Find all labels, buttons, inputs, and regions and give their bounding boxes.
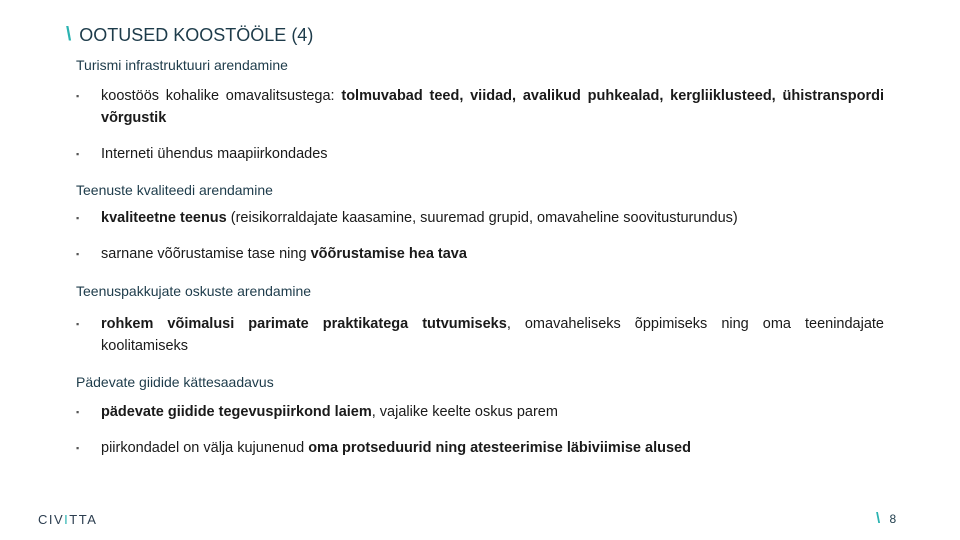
- bullet-2-2: ▪ sarnane võõrustamise tase ning võõrustamise hea tava: [76, 243, 884, 265]
- title-slash-icon: \: [66, 24, 72, 45]
- bullet-icon: ▪: [76, 149, 80, 159]
- bullet-4-1: ▪ pädevate giidide tegevuspiirkond laiem, vajalike keelte oskus parem: [76, 401, 884, 423]
- bullet-icon: ▪: [76, 407, 80, 417]
- title-text: OOTUSED KOOSTÖÖLE (4): [79, 24, 314, 45]
- bullet-3-1: ▪ rohkem võimalusi parimate praktikatega tutvumiseks, omavaheliseks õppimiseks ning oma teenindajate koolitamiseks: [76, 313, 884, 357]
- section-heading-4: Pädevate giidide kättesaadavus: [76, 374, 274, 390]
- section-heading-3: Teenuspakkujate oskuste arendamine: [76, 283, 312, 299]
- bullet-1-1: ▪ koostöös kohalike omavalitsustega: tolmuvabad teed, viidad, avalikud puhkealad, kergliiklusteed, ühistranspordi võrgustik: [76, 85, 884, 129]
- section-heading-2: Teenuste kvaliteedi arendamine: [76, 182, 273, 198]
- page-slash-icon: \: [876, 510, 881, 527]
- bullet-icon: ▪: [76, 249, 80, 259]
- page-number-value: 8: [889, 512, 897, 526]
- bullet-2-1: ▪ kvaliteetne teenus (reisikorraldajate kaasamine, suuremad grupid, omavaheline soovitusturundus): [76, 207, 884, 229]
- bullet-icon: ▪: [76, 319, 80, 329]
- bullet-icon: ▪: [76, 213, 80, 223]
- bullet-1-2: ▪ Interneti ühendus maapiirkondades: [76, 143, 884, 165]
- bullet-4-2: ▪ piirkondadel on välja kujunenud oma protseduurid ning atesteerimise läbiviimise alused: [76, 437, 884, 459]
- section-heading-1: Turismi infrastruktuuri arendamine: [76, 57, 288, 73]
- civitta-logo: CIVITTA: [38, 512, 98, 527]
- bullet-icon: ▪: [76, 91, 80, 101]
- slide-title: [66, 24, 313, 46]
- bullet-icon: ▪: [76, 443, 80, 453]
- page-number: [876, 510, 896, 527]
